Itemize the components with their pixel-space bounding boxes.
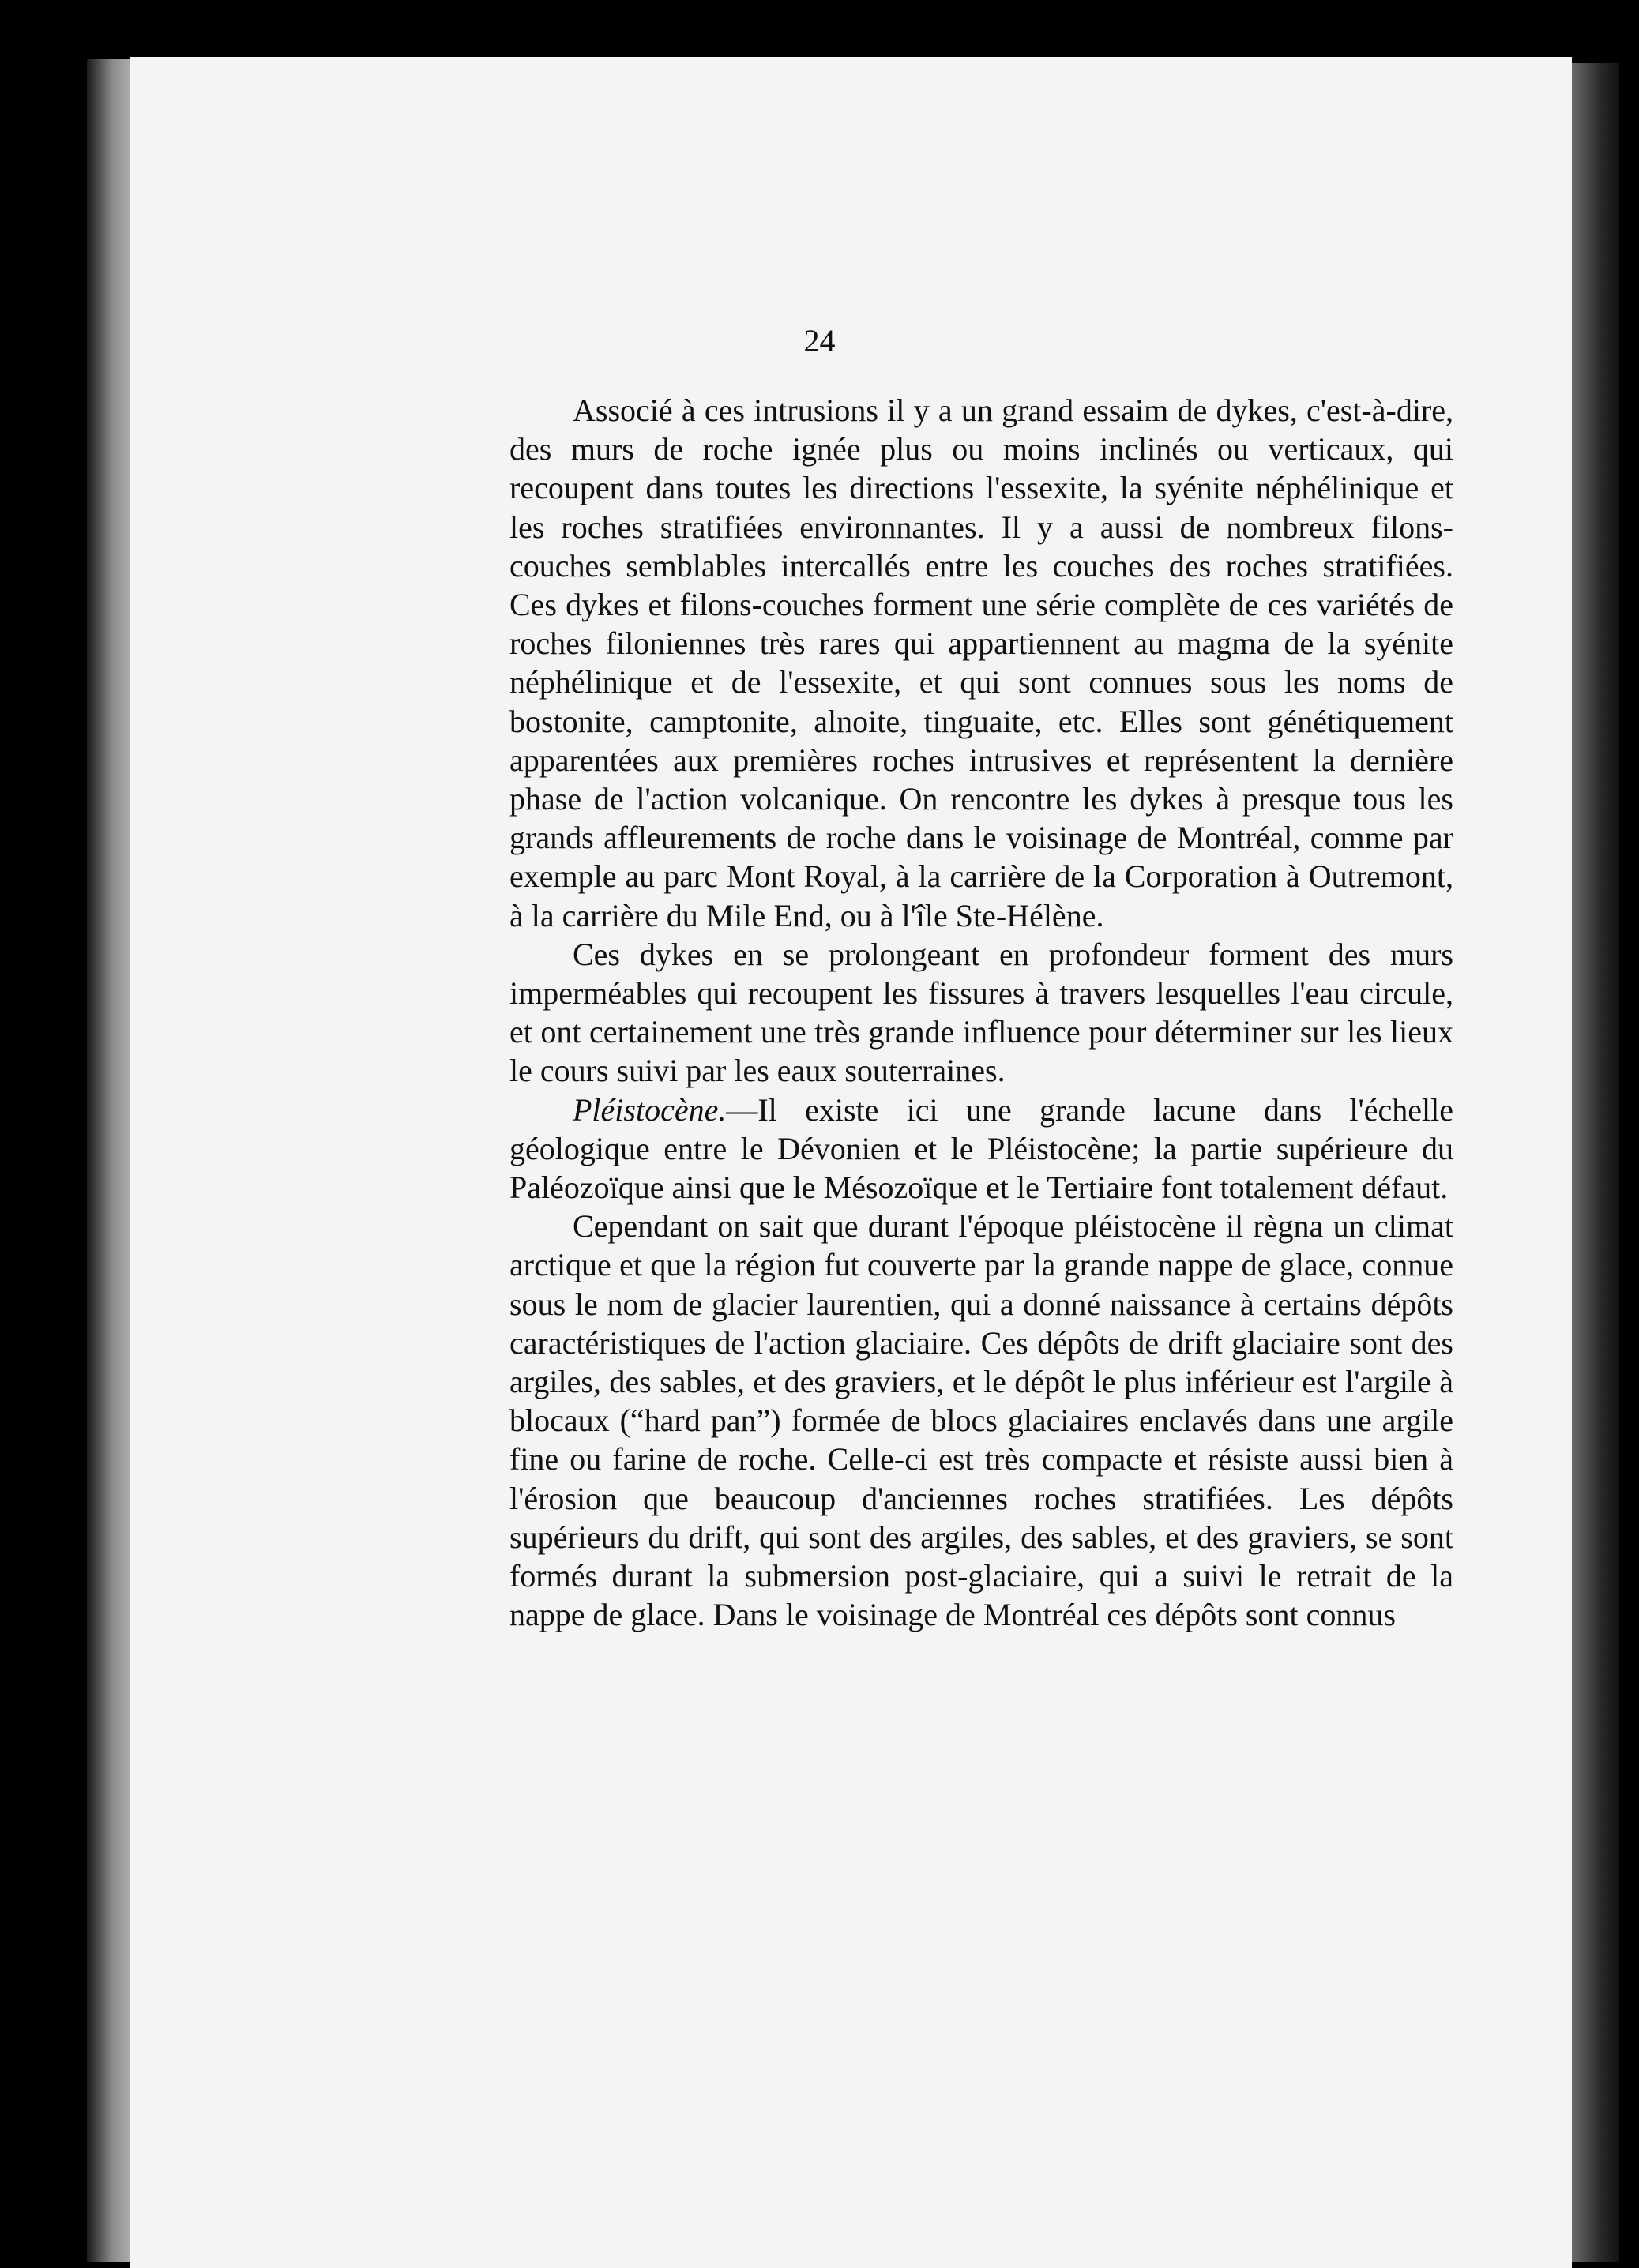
paragraph-3-text: —Il existe ici une grande lacune dans l'échelle géologique entre le Dévonien et le Pléistocène; la partie supérieure du Paléozoïque ainsi que le Mésozoïque et le Tertiaire font totalement défaut. — [509, 1091, 1453, 1206]
page-number: 24 — [803, 323, 836, 359]
paragraph-3 — [509, 1091, 1453, 1207]
body-text — [509, 391, 1453, 1635]
paragraph-4: Cependant on sait que durant l'époque pléistocène il règna un climat arctique et que la région fut couverte par la grande nappe de glace, connue sous le nom de glacier laurentien, qui a donné naissance à certains dépôts caractéristiques de l'action glaciaire. Ces dépôts de drift glaciaire sont des argiles, des sables, et des graviers, et le dépôt le plus inférieur est l'argile à blocaux (“hard pan”) formée de blocs glaciaires enclavés dans une argile fine ou farine de roche. Celle-ci est très compacte et résiste aussi bien à l'érosion que beaucoup d'anciennes roches stratifiées. Les dépôts supérieurs du drift, qui sont des argiles, des sables, et des graviers, se sont formés durant la submersion post-glaciaire, qui a suivi le retrait de la nappe de glace. Dans le voisinage de Montréal ces dépôts sont connus — [509, 1208, 1453, 1633]
paragraph-2: Ces dykes en se prolongeant en profondeur forment des murs imperméables qui recoupent les fissures à travers lesquelles l'eau circule, et ont certainement une très grande influence pour déterminer sur les lieux le cours suivi par les eaux souterraines. — [509, 936, 1453, 1089]
page-edge-shadow — [1572, 63, 1619, 2262]
section-heading-pleistocene: Pléistocène. — [573, 1091, 727, 1128]
paragraph-1: Associé à ces intrusions il y a un grand essaim de dykes, c'est-à-dire, des murs de roche ignée plus ou moins inclinés ou verticaux, qui recoupent dans toutes les directions l'essexite, la syénite néphélinique et les roches stratifiées environnantes. Il y a aussi de nombreux filons-couches semblables intercallés entre les couches des roches stratifiées. Ces dykes et filons-couches forment une série complète de ces variétés de roches filoniennes très rares qui appartiennent au magma de la syénite néphélinique et de l'essexite, et qui sont connues sous les noms de bostonite, camptonite, alnoite, tinguaite, etc. Elles sont génétiquement apparentées aux premières roches intrusives et représentent la dernière phase de l'action volcanique. On rencontre les dykes à presque tous les grands affleurements de roche dans le voisinage de Montréal, comme par exemple au parc Mont Royal, à la carrière de la Corporation à Outremont, à la carrière du Mile End, ou à l'île Ste-Hélène. — [509, 392, 1453, 933]
